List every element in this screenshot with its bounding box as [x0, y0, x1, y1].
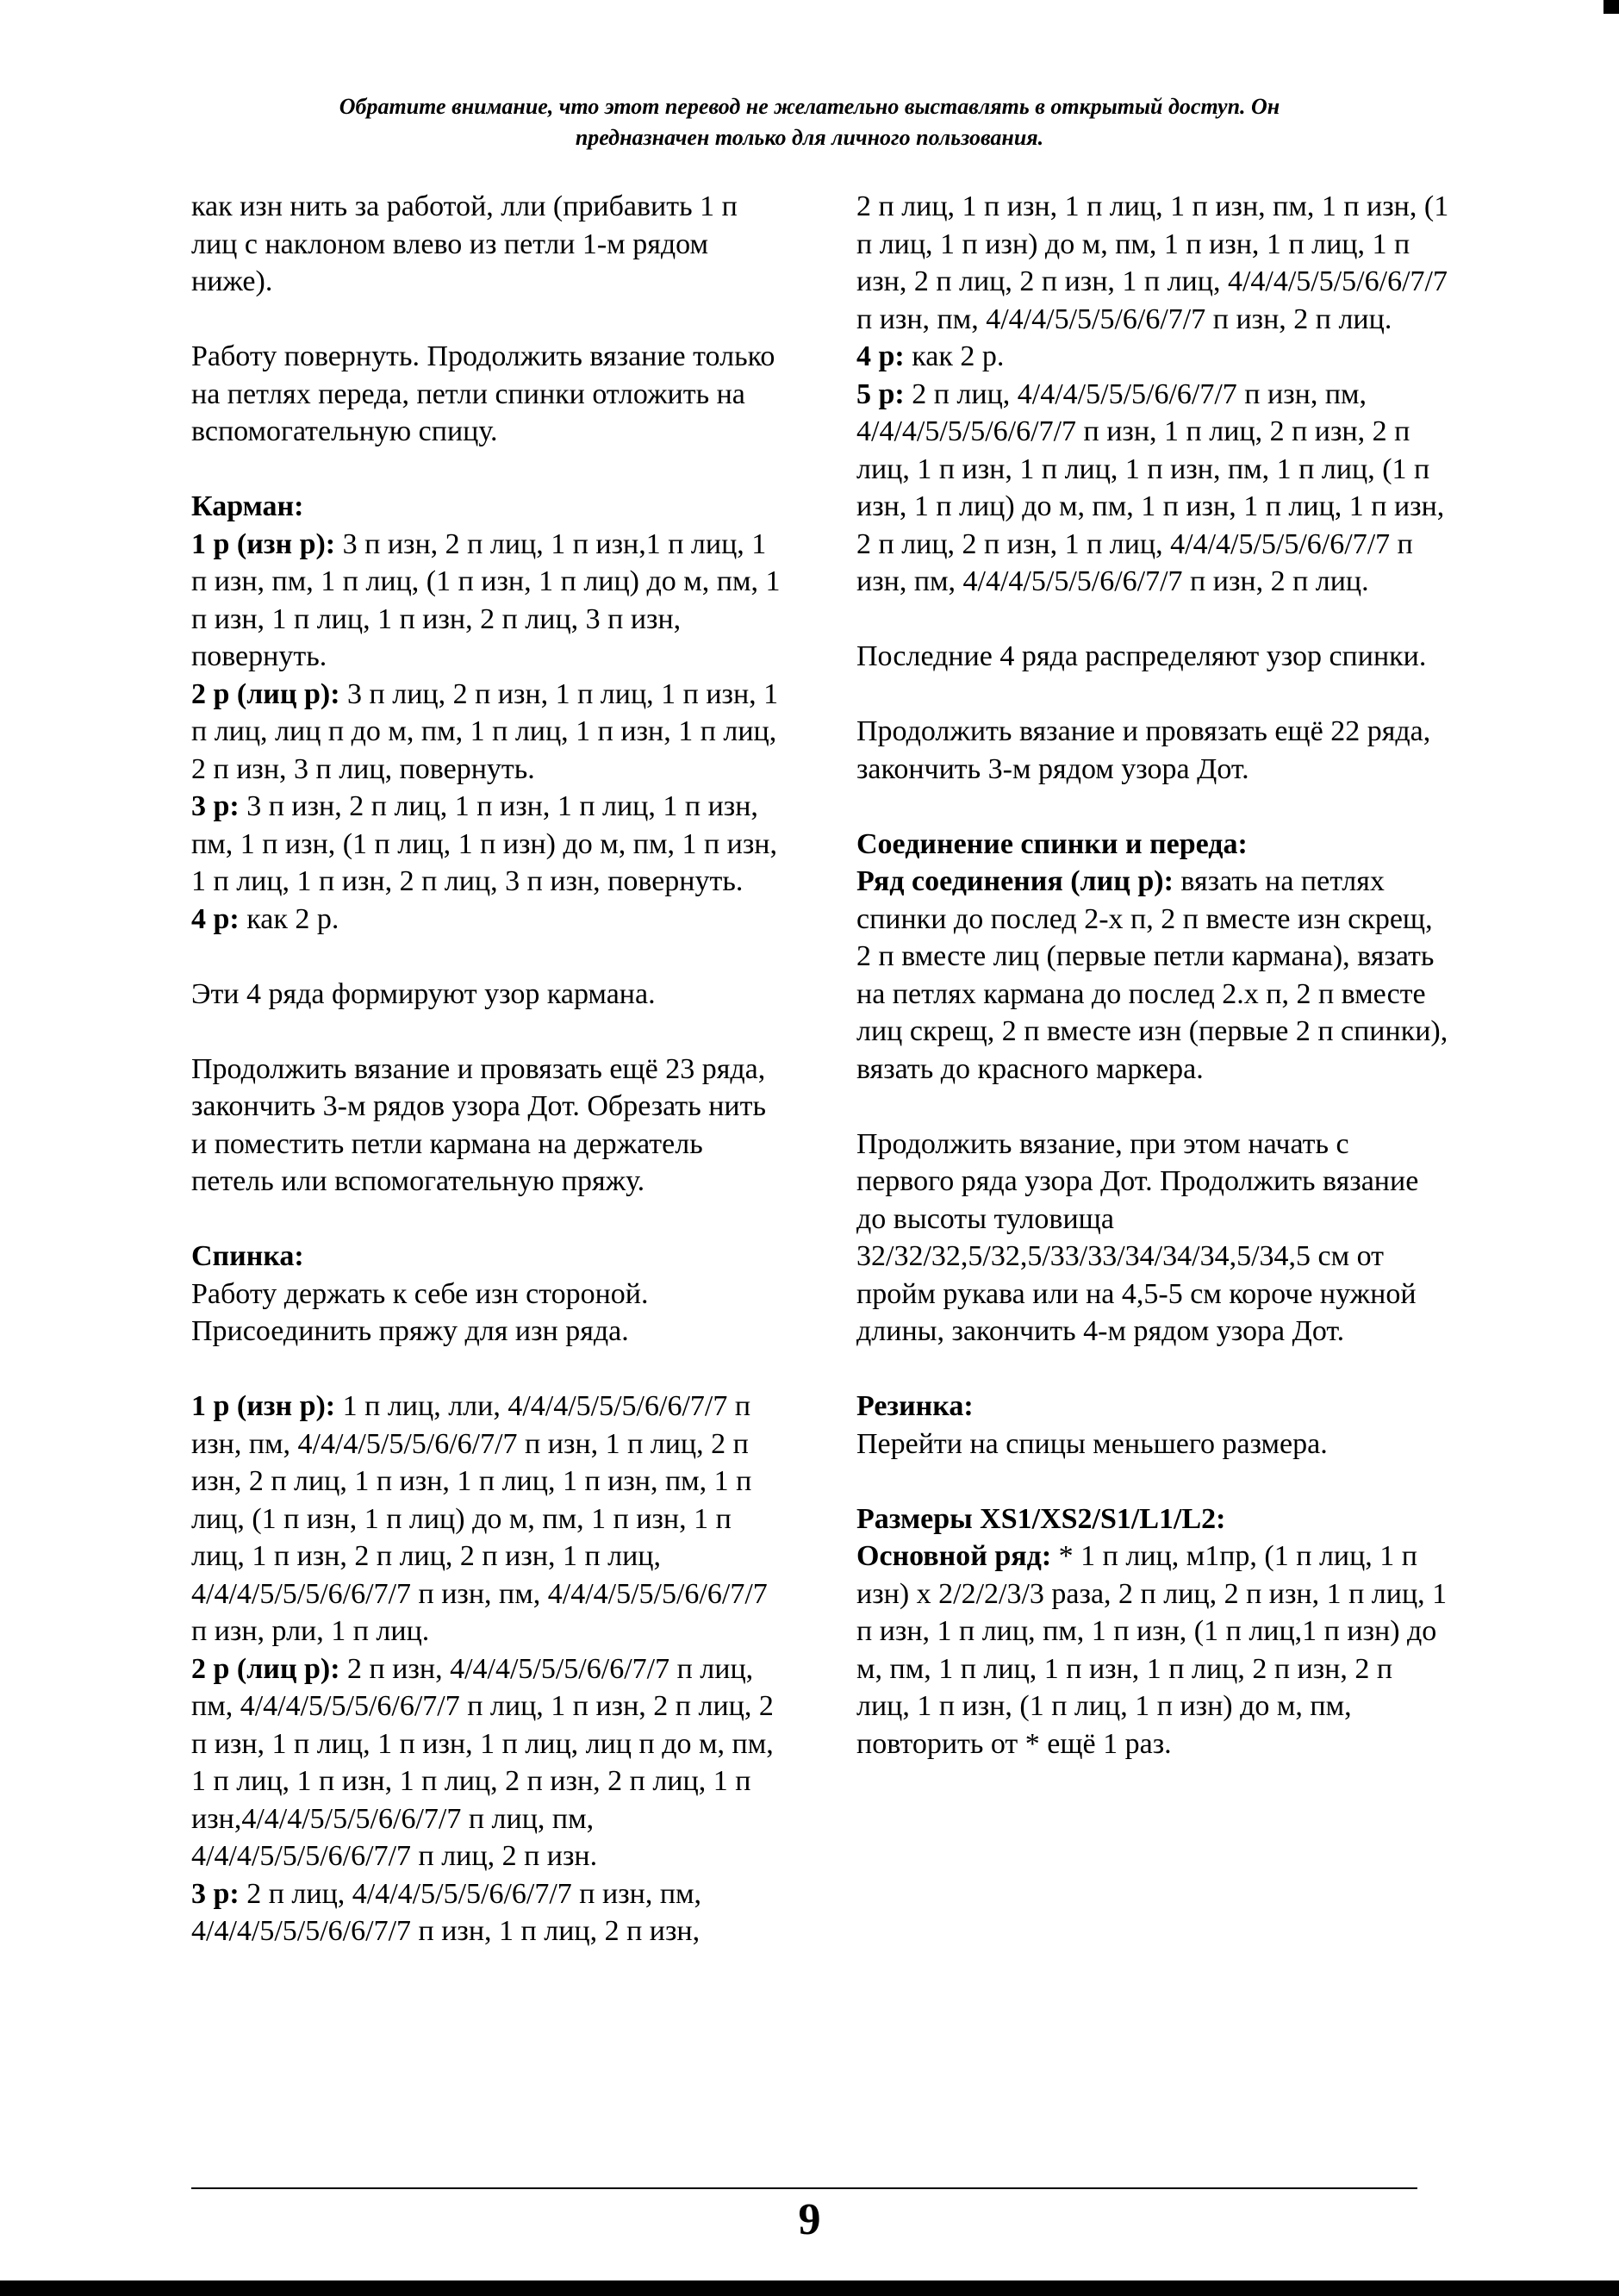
corner-mark: [1603, 0, 1619, 14]
ribbing-heading: Резинка:: [856, 1390, 974, 1422]
back-row-4: 4 р: как 2 р.: [856, 340, 1005, 372]
sizes-heading: Размеры XS1/XS2/S1/L1/L2:: [856, 1502, 1226, 1535]
back-heading: Спинка:: [191, 1240, 304, 1272]
page-header: [129, 91, 1490, 153]
pocket-continue-note: Продолжить вязание и провязать ещё 23 ряда, закончить 3-м рядов узора Дот. Обрезать нить и поместить петли кармана на держатель петель или вспомогательную пряжу.: [191, 1052, 766, 1197]
pocket-heading: Карман:: [191, 490, 304, 522]
pocket-row-3: 3 р: 3 п изн, 2 п лиц, 1 п изн, 1 п лиц, 1 п изн, пм, 1 п изн, (1 п лиц, 1 п изн) до м, пм, 1 п изн, 1 п лиц, 1 п изн, 2 п лиц, 3 п изн, повернуть.: [191, 790, 777, 897]
continue-22-rows: Продолжить вязание и провязать ещё 22 ряда, закончить 3-м рядом узора Дот.: [856, 715, 1431, 785]
right-column: [856, 188, 1451, 1800]
intro-continuation: как изн нить за работой, лли (прибавить 1 п лиц с наклоном влево из петли 1-м рядом ниже).: [191, 190, 738, 297]
pocket-row-4: 4 р: как 2 р.: [191, 902, 339, 935]
sizes-section: [856, 1501, 1451, 1763]
back-section: [191, 1238, 786, 1950]
joining-section: [856, 826, 1451, 1089]
joining-row: Ряд соединения (лиц р): вязать на петлях спинки до послед 2-х п, 2 п вместе изн скрещ, 2 п вместе лиц (первые петли кармана), вязать на петлях кармана до послед 2.х п, 2 п вместе лиц скрещ, 2 п вместе изн (первые 2 п спинки), вязать до красного маркера.: [856, 865, 1448, 1085]
pocket-row-2: 2 р (лиц р): 3 п лиц, 2 п изн, 1 п лиц, 1 п изн, 1 п лиц, лиц п до м, пм, 1 п лиц, 1 п изн, 1 п лиц, 2 п изн, 3 п лиц, повернуть.: [191, 677, 779, 785]
header-line-2: предназначен только для личного пользования.: [575, 125, 1044, 150]
turn-work-paragraph: Работу повернуть. Продолжить вязание только на петлях переда, петли спинки отложить на вспомогательную спицу.: [191, 340, 775, 447]
footer-divider: [191, 2187, 1417, 2189]
pocket-row-1: 1 р (изн р): 3 п изн, 2 п лиц, 1 п изн,1 п лиц, 1 п изн, пм, 1 п лиц, (1 п изн, 1 п лиц) до м, пм, 1 п изн, 1 п лиц, 1 п изн, 2 п лиц, 3 п изн, повернуть.: [191, 527, 781, 672]
pocket-section: [191, 488, 786, 1201]
back-row-2: 2 р (лиц р): 2 п изн, 4/4/4/5/5/5/6/6/7/7 п лиц, пм, 4/4/4/5/5/5/6/6/7/7 п лиц, 1 п изн, 2 п лиц, 2 п изн, 1 п лиц, 1 п изн, 1 п лиц, лиц п до м, пм, 1 п лиц, 1 п изн, 1 п лиц, 2 п изн, 2 п лиц, 1 п изн,4/4/4/5/5/5/6/6/7/7 п лиц, пм, 4/4/4/5/5/5/6/6/7/7 п лиц, 2 п изн.: [191, 1652, 774, 1872]
page-number: 9: [798, 2195, 821, 2244]
pocket-pattern-note: Эти 4 ряда формируют узор кармана.: [191, 977, 656, 1010]
continue-body-paragraph: Продолжить вязание, при этом начать с первого ряда узора Дот. Продолжить вязание до высоты туловища 32/32/32,5/32,5/33/33/34/34/34,5/34,5 см от пройм рукава или на 4,5-5 см короче нужной длины, закончить 4-м рядом узора Дот.: [856, 1127, 1419, 1347]
back-row-1: 1 р (изн р): 1 п лиц, лли, 4/4/4/5/5/5/6/6/7/7 п изн, пм, 4/4/4/5/5/5/6/6/7/7 п изн, 1 п лиц, 2 п изн, 2 п лиц, 1 п изн, 1 п лиц, 1 п изн, пм, 1 п лиц, (1 п изн, 1 п лиц) до м, пм, 1 п изн, 1 п лиц, 1 п изн, 2 п лиц, 2 п изн, 1 п лиц, 4/4/4/5/5/5/6/6/7/7 п изн, пм, 4/4/4/5/5/5/6/6/7/7 п изн, рли, 1 п лиц.: [191, 1390, 768, 1647]
ribbing-section: [856, 1388, 1451, 1463]
back-pattern-note: Последние 4 ряда распределяют узор спинки.: [856, 640, 1427, 672]
back-intro: Работу держать к себе изн стороной. Присоединить пряжу для изн ряда.: [191, 1277, 649, 1347]
sizes-main-row: Основной ряд: * 1 п лиц, м1пр, (1 п лиц, 1 п изн) х 2/2/2/3/3 раза, 2 п лиц, 2 п изн, 1 п лиц, 1 п изн, 1 п лиц, пм, 1 п изн, (1 п лиц,1 п изн) до м, пм, 1 п лиц, 1 п изн, 1 п лиц, 2 п изн, 2 п лиц, 1 п изн, (1 п лиц, 1 п изн) до м, пм, повторить от * ещё 1 раз.: [856, 1540, 1448, 1760]
header-line-1: Обратите внимание, что этот перевод не желательно выставлять в открытый доступ. Он: [339, 94, 1280, 119]
back-row-3-continuation: 2 п лиц, 1 п изн, 1 п лиц, 1 п изн, пм, 1 п изн, (1 п лиц, 1 п изн) до м, пм, 1 п изн, 1 п лиц, 1 п изн, 2 п лиц, 2 п изн, 1 п лиц, 4/4/4/5/5/5/6/6/7/7 п изн, пм, 4/4/4/5/5/5/6/6/7/7 п изн, 2 п лиц.: [856, 190, 1449, 335]
ribbing-text: Перейти на спицы меньшего размера.: [856, 1427, 1328, 1460]
bottom-scan-border: [0, 2280, 1619, 2296]
back-row-5: 5 р: 2 п лиц, 4/4/4/5/5/5/6/6/7/7 п изн, пм, 4/4/4/5/5/5/6/6/7/7 п изн, 1 п лиц, 2 п изн, 2 п лиц, 1 п изн, 1 п лиц, 1 п изн, пм, 1 п лиц, (1 п изн, 1 п лиц) до м, пм, 1 п изн, 1 п лиц, 1 п изн, 2 п лиц, 2 п изн, 1 п лиц, 4/4/4/5/5/5/6/6/7/7 п изн, пм, 4/4/4/5/5/5/6/6/7/7 п изн, 2 п лиц.: [856, 377, 1445, 597]
left-column: [191, 188, 786, 1950]
back-row-3: 3 р: 2 п лиц, 4/4/4/5/5/5/6/6/7/7 п изн, пм, 4/4/4/5/5/5/6/6/7/7 п изн, 1 п лиц, 2 п изн,: [191, 1877, 702, 1947]
joining-heading: Соединение спинки и переда:: [856, 827, 1248, 860]
